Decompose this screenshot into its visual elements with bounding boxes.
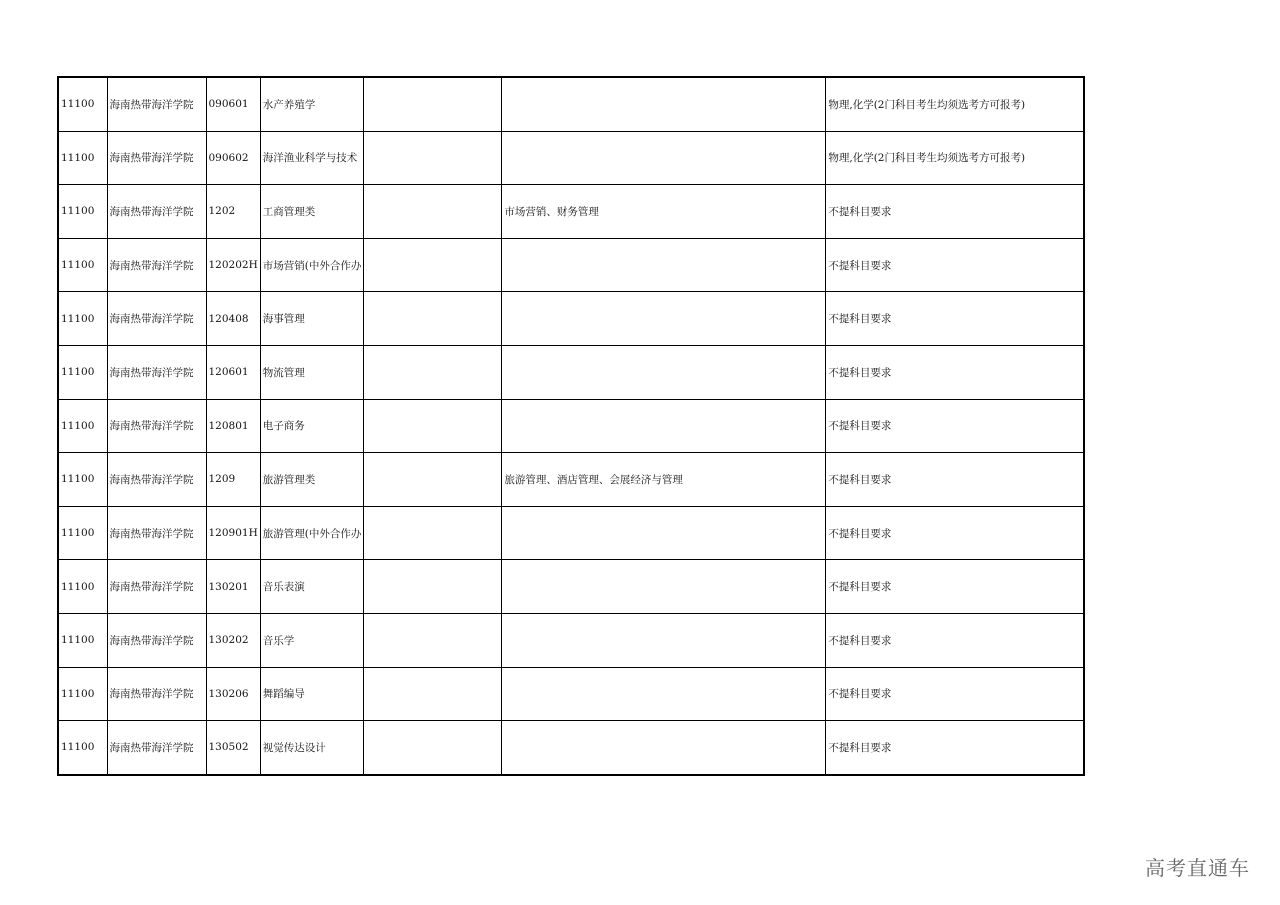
included-majors-cell [502,238,826,292]
major-code-cell: 1202 [206,185,260,239]
school-code-cell: 11100 [58,238,107,292]
note-cell [364,667,502,721]
subject-requirement-cell: 不提科目要求 [826,238,1084,292]
school-name-cell: 海南热带海洋学院 [107,185,206,239]
major-name-cell: 旅游管理(中外合作办 [260,506,364,560]
included-majors-cell: 市场营销、财务管理 [502,185,826,239]
major-name-cell: 旅游管理类 [260,453,364,507]
note-cell [364,345,502,399]
school-name-cell: 海南热带海洋学院 [107,77,206,131]
subject-requirement-cell: 不提科目要求 [826,399,1084,453]
included-majors-cell [502,399,826,453]
major-code-cell: 130502 [206,721,260,775]
table-row [58,399,1084,453]
included-majors-cell [502,613,826,667]
watermark: 高考直通车 [1145,856,1250,880]
subject-requirement-cell: 不提科目要求 [826,453,1084,507]
school-name-cell: 海南热带海洋学院 [107,453,206,507]
subject-requirements-table [57,76,1085,776]
table-row [58,77,1084,131]
note-cell [364,453,502,507]
subject-requirement-cell: 不提科目要求 [826,560,1084,614]
major-name-cell: 市场营销(中外合作办 [260,238,364,292]
major-name-cell: 海洋渔业科学与技术 [260,131,364,185]
subject-requirement-cell: 物理,化学(2门科目考生均须选考方可报考) [826,77,1084,131]
major-code-cell: 1209 [206,453,260,507]
school-name-cell: 海南热带海洋学院 [107,721,206,775]
major-code-cell: 130206 [206,667,260,721]
included-majors-cell [502,131,826,185]
major-name-cell: 音乐表演 [260,560,364,614]
major-code-cell: 130201 [206,560,260,614]
note-cell [364,560,502,614]
subject-requirement-cell: 不提科目要求 [826,613,1084,667]
school-code-cell: 11100 [58,77,107,131]
major-code-cell: 120801 [206,399,260,453]
major-name-cell: 水产养殖学 [260,77,364,131]
table-row [58,131,1084,185]
school-name-cell: 海南热带海洋学院 [107,399,206,453]
included-majors-cell [502,292,826,346]
major-name-cell: 舞蹈编导 [260,667,364,721]
note-cell [364,185,502,239]
school-code-cell: 11100 [58,399,107,453]
school-name-cell: 海南热带海洋学院 [107,667,206,721]
note-cell [364,506,502,560]
note-cell [364,292,502,346]
school-code-cell: 11100 [58,292,107,346]
note-cell [364,238,502,292]
major-name-cell: 视觉传达设计 [260,721,364,775]
school-name-cell: 海南热带海洋学院 [107,560,206,614]
table-row [58,667,1084,721]
table-row [58,292,1084,346]
subject-requirement-cell: 不提科目要求 [826,506,1084,560]
note-cell [364,399,502,453]
major-code-cell: 090602 [206,131,260,185]
major-name-cell: 音乐学 [260,613,364,667]
major-code-cell: 120408 [206,292,260,346]
subject-requirement-cell: 不提科目要求 [826,345,1084,399]
major-code-cell: 120202H [206,238,260,292]
school-name-cell: 海南热带海洋学院 [107,506,206,560]
table-row [58,185,1084,239]
note-cell [364,613,502,667]
included-majors-cell [502,560,826,614]
table-row [58,721,1084,775]
school-name-cell: 海南热带海洋学院 [107,131,206,185]
included-majors-cell [502,77,826,131]
major-name-cell: 工商管理类 [260,185,364,239]
school-name-cell: 海南热带海洋学院 [107,613,206,667]
major-code-cell: 130202 [206,613,260,667]
subject-requirement-cell: 不提科目要求 [826,721,1084,775]
note-cell [364,721,502,775]
school-code-cell: 11100 [58,453,107,507]
major-name-cell: 物流管理 [260,345,364,399]
included-majors-cell [502,667,826,721]
school-code-cell: 11100 [58,721,107,775]
school-code-cell: 11100 [58,560,107,614]
major-name-cell: 海事管理 [260,292,364,346]
included-majors-cell [502,721,826,775]
included-majors-cell [502,345,826,399]
subject-requirement-cell: 物理,化学(2门科目考生均须选考方可报考) [826,131,1084,185]
school-name-cell: 海南热带海洋学院 [107,238,206,292]
school-code-cell: 11100 [58,345,107,399]
major-code-cell: 120601 [206,345,260,399]
table-row [58,238,1084,292]
major-code-cell: 090601 [206,77,260,131]
table-row [58,613,1084,667]
note-cell [364,77,502,131]
school-code-cell: 11100 [58,667,107,721]
school-code-cell: 11100 [58,613,107,667]
subject-requirement-cell: 不提科目要求 [826,292,1084,346]
table-row [58,345,1084,399]
major-name-cell: 电子商务 [260,399,364,453]
school-code-cell: 11100 [58,185,107,239]
included-majors-cell [502,506,826,560]
school-name-cell: 海南热带海洋学院 [107,345,206,399]
included-majors-cell: 旅游管理、酒店管理、会展经济与管理 [502,453,826,507]
major-code-cell: 120901H [206,506,260,560]
subject-requirement-cell: 不提科目要求 [826,185,1084,239]
table-row [58,560,1084,614]
table-body [58,77,1084,775]
school-code-cell: 11100 [58,131,107,185]
table-row [58,506,1084,560]
note-cell [364,131,502,185]
table-row [58,453,1084,507]
school-name-cell: 海南热带海洋学院 [107,292,206,346]
school-code-cell: 11100 [58,506,107,560]
subject-requirement-cell: 不提科目要求 [826,667,1084,721]
